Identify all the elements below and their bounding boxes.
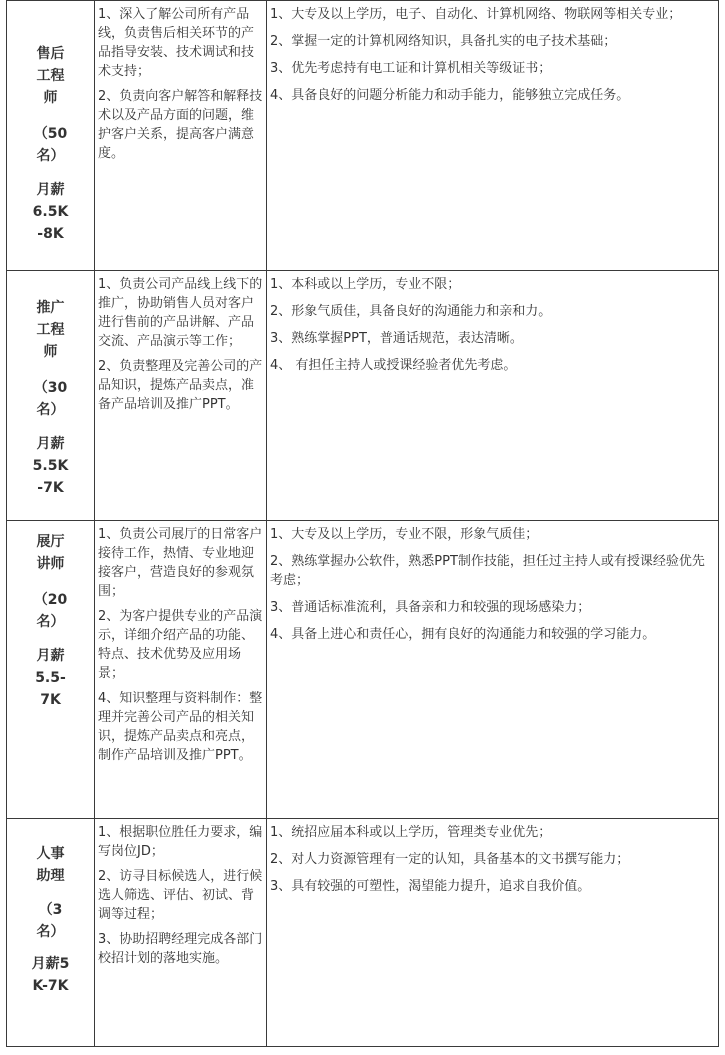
table-row xyxy=(7,1,719,271)
requirement-item: 2、形象气质佳，具备良好的沟通能力和亲和力。 xyxy=(270,304,552,319)
requirement-item: 1、本科或以上学历，专业不限； xyxy=(270,277,461,292)
requirement-item: 3、优先考虑持有电工证和计算机相关等级证书； xyxy=(270,61,552,76)
requirements-cell xyxy=(267,521,719,819)
salary: 月薪5K-7K xyxy=(31,956,70,994)
salary: 月薪6.5K-8K xyxy=(32,182,69,242)
duty-item: 2、负责向客户解答和解释技术以及产品方面的问题，维护客户关系，提高客户满意度。 xyxy=(98,89,263,161)
requirement-item: 1、大专及以上学历，专业不限，形象气质佳； xyxy=(270,527,539,542)
salary: 月薪5.5-7K xyxy=(35,648,66,708)
duties-cell xyxy=(95,271,267,521)
table-row xyxy=(7,271,719,521)
position-title-cell xyxy=(7,1,95,271)
duties-cell xyxy=(95,521,267,819)
position-name: 推广工程师 xyxy=(36,300,65,360)
job-positions-table xyxy=(6,0,719,1047)
position-name: 人事助理 xyxy=(36,846,65,884)
duty-item: 1、根据职位胜任力要求，编写岗位JD； xyxy=(98,825,263,859)
headcount: （50名） xyxy=(33,126,68,164)
headcount: （3名） xyxy=(36,902,65,940)
requirement-item: 1、大专及以上学历，电子、自动化、计算机网络、物联网等相关专业； xyxy=(270,7,682,22)
duties-cell xyxy=(95,819,267,1047)
table-row xyxy=(7,819,719,1047)
requirements-cell xyxy=(267,271,719,521)
duty-item: 3、协助招聘经理完成各部门校招计划的落地实施。 xyxy=(98,932,263,966)
duty-item: 2、访寻目标候选人，进行候选人筛选、评估、初试、背调等过程； xyxy=(98,869,263,922)
requirement-item: 2、熟练掌握办公软件，熟悉PPT制作技能，担任过主持人或有授课经验优先考虑； xyxy=(270,554,705,588)
requirement-item: 4、 有担任主持人或授课经验者优先考虑。 xyxy=(270,358,517,373)
position-title-cell xyxy=(7,521,95,819)
requirement-item: 1、统招应届本科或以上学历，管理类专业优先； xyxy=(270,825,552,840)
salary: 月薪5.5K-7K xyxy=(32,436,69,496)
requirements-cell xyxy=(267,1,719,271)
requirement-item: 2、掌握一定的计算机网络知识，具备扎实的电子技术基础； xyxy=(270,34,617,49)
duty-item: 4、知识整理与资料制作：整理并完善公司产品的相关知识，提炼产品卖点和亮点，制作产品培训及推广PPT。 xyxy=(98,691,263,763)
requirement-item: 3、具有较强的可塑性，渴望能力提升，追求自我价值。 xyxy=(270,879,591,894)
requirement-item: 3、普通话标准流利，具备亲和力和较强的现场感染力； xyxy=(270,600,591,615)
requirement-item: 2、对人力资源管理有一定的认知，具备基本的文书撰写能力； xyxy=(270,852,630,867)
position-name: 售后工程师 xyxy=(36,46,65,106)
requirement-item: 3、熟练掌握PPT，普通话规范，表达清晰。 xyxy=(270,331,523,346)
duty-item: 1、深入了解公司所有产品线，负责售后相关环节的产品指导安装、技术调试和技术支持； xyxy=(98,7,255,79)
duty-item: 2、为客户提供专业的产品演示，详细介绍产品的功能、特点、技术优势及应用场景； xyxy=(98,609,263,681)
requirements-cell xyxy=(267,819,719,1047)
requirement-item: 4、具备良好的问题分析能力和动手能力，能够独立完成任务。 xyxy=(270,88,630,103)
duty-item: 2、负责整理及完善公司的产品知识，提炼产品卖点，准备产品培训及推广PPT。 xyxy=(98,359,263,412)
duty-item: 1、负责公司产品线上线下的推广，协助销售人员对客户进行售前的产品讲解、产品交流、产品演示等工作； xyxy=(98,277,263,349)
requirement-item: 4、具备上进心和责任心，拥有良好的沟通能力和较强的学习能力。 xyxy=(270,627,656,642)
duty-item: 1、负责公司展厅的日常客户接待工作，热情、专业地迎接客户，营造良好的参观氛围； xyxy=(98,527,263,599)
headcount: （30名） xyxy=(33,380,68,418)
headcount: （20名） xyxy=(33,592,68,630)
position-name: 展厅讲师 xyxy=(36,534,65,572)
table-row xyxy=(7,521,719,819)
duties-cell xyxy=(95,1,267,271)
position-title-cell xyxy=(7,271,95,521)
position-title-cell xyxy=(7,819,95,1047)
